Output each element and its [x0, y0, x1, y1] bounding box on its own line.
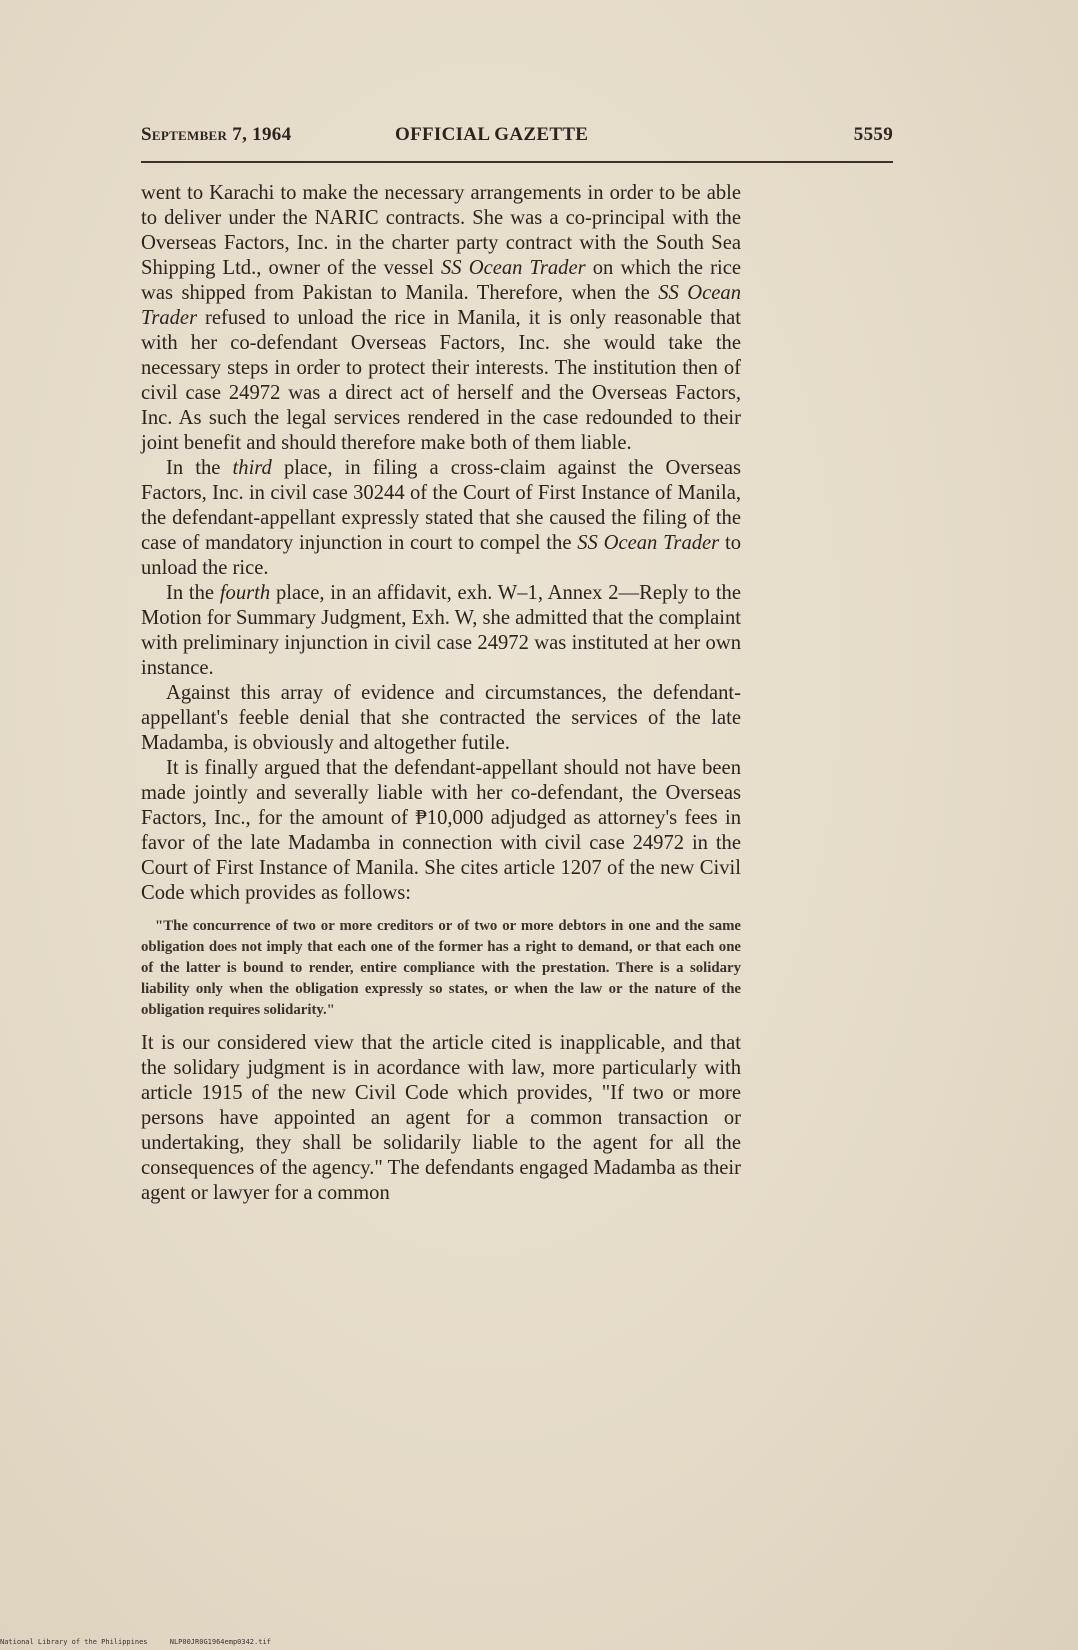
header-publication-title: OFFICIAL GAZETTE: [395, 124, 589, 145]
closing-paragraphs: [141, 1031, 741, 1206]
text-run: It is our considered view that the article cited is inapplicable, and that the solidary judgment is in acordance with law, more particularly with article 1915 of the new Civil Code which provides, "If two or more persons have appointed an agent for a common transaction or undertaking, they shall be solidarily liable to the agent for all the consequences of the agency." The defendants engaged Madamba as their agent or lawyer for a common: [141, 1032, 741, 1204]
footer-file: NLP00JR0G1964emp0342.tif: [169, 1638, 271, 1646]
text-run: In the: [166, 457, 233, 479]
footer-library: National Library of the Philippines: [0, 1638, 148, 1646]
text-run: place, in filing a cross-claim against the Overseas Factors, Inc. in civil case 30244 of the Court of First Instance of Manila, the defendant-appellant expressly stated that she caused the filing of the case of mandatory injunction in court to compel the: [141, 457, 741, 554]
quoted-article-1207: [141, 916, 741, 1021]
scan-footer: [0, 1638, 289, 1646]
text-run: In the: [166, 582, 220, 604]
header-rule: [141, 161, 893, 163]
text-run: refused to unload the rice in Manila, it is only reasonable that with her co-defendant Overseas Factors, Inc. she would take the necessary steps in order to protect their interests. The institution then of civil case 24972 was a direct act of herself and the Overseas Factors, Inc. As such the legal services rendered in the case redounded to their joint benefit and should therefore make both of them liable.: [141, 307, 741, 454]
text-run: place, in an affidavit, exh. W–1, Annex 2—Reply to the Motion for Summary Judgment, Exh. W, she admitted that the complaint with preliminary injunction in civil case 24972 was instituted at her own instance.: [141, 582, 742, 679]
paragraph-p5: [141, 756, 741, 906]
paragraph-p6: [141, 1031, 741, 1206]
italic-text: SS Ocean Trader: [441, 257, 586, 279]
paragraph-p1: [141, 181, 741, 456]
text-run: on which the rice was shipped from Pakistan to Manila. Therefore, when the: [141, 257, 741, 304]
paragraph-p2: [141, 456, 741, 581]
text-run: to unload the rice.: [141, 532, 741, 579]
quote-text: "The concurrence of two or more creditors or of two or more debtors in one and the same obligation does not imply that each one of the former has a right to demand, or that each one of the latter is bound to render, entire compliance with the prestation. There is a solidary liability only when the obligation expressly so states, or when the law or the nature of the obligation requires solidarity.": [141, 918, 741, 1018]
page-body: [141, 181, 741, 1206]
text-run: went to Karachi to make the necessary arrangements in order to be able to deliver under the NARIC contracts. She was a co-principal with the Overseas Factors, Inc. in the charter party contract with the South Sea Shipping Ltd., owner of the vessel: [141, 182, 741, 279]
paragraph-p3: [141, 581, 741, 681]
body-paragraphs: [141, 181, 741, 906]
paragraph-p4: [141, 681, 741, 756]
italic-text: fourth: [219, 582, 271, 604]
italic-text: third: [232, 457, 272, 479]
text-run: Against this array of evidence and circumstances, the defendant-appellant's feeble denial that she contracted the services of the late Madamba, is obviously and altogether futile.: [141, 682, 741, 754]
header-page-number: 5559: [853, 124, 893, 145]
text-run: It is finally argued that the defendant-appellant should not have been made jointly and severally liable with her co-defendant, the Overseas Factors, Inc., for the amount of ₱10,000 adjudged as attorney's fees in favor of the late Madamba in connection with civil case 24972 in the Court of First Instance of Manila. She cites article 1207 of the new Civil Code which provides as follows:: [141, 757, 741, 904]
running-header: [141, 124, 893, 154]
header-date: September 7, 1964: [141, 124, 292, 145]
italic-text: SS Ocean Trader: [577, 532, 720, 554]
italic-text: SS Ocean Trader: [141, 282, 741, 329]
